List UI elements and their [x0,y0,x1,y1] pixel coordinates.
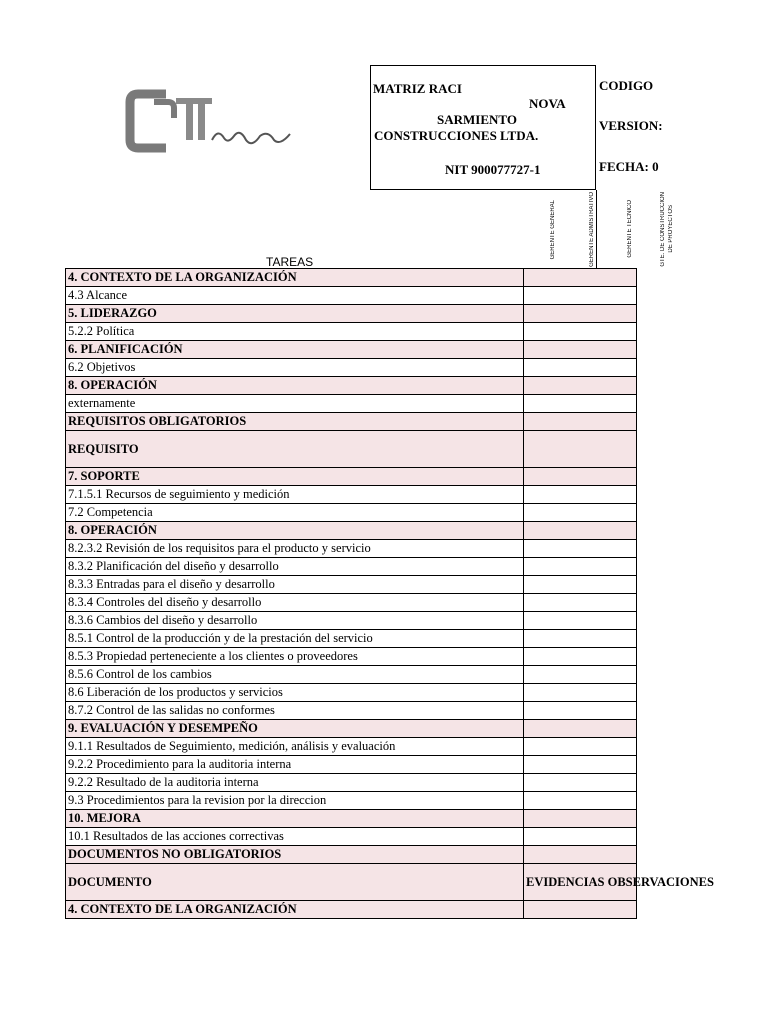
evidence-cell [524,684,637,702]
section-row [66,413,637,431]
task-cell: 4.3 Alcance [66,287,524,305]
table-row [66,630,637,648]
evidence-cell [524,576,637,594]
title-nova: NOVA [529,96,566,111]
task-cell: 6.2 Objetivos [66,359,524,377]
evidence-cell [524,810,637,828]
task-cell: DOCUMENTO [66,864,524,901]
task-cell: 10.1 Resultados de las acciones correctivas [66,828,524,846]
evidence-cell [524,756,637,774]
table-row [66,774,637,792]
table-row [66,702,637,720]
evidence-cell [524,341,637,359]
task-cell: REQUISITO [66,431,524,468]
role-de-proyectos: DE PROYECTOS [668,205,674,253]
evidence-cell [524,413,637,431]
table-row [66,828,637,846]
task-cell: DOCUMENTOS NO OBLIGATORIOS [66,846,524,864]
title-nit: NIT 900077727-1 [445,162,541,177]
table-row [66,486,637,504]
fecha-label: FECHA: 0 [599,159,659,174]
version-label: VERSION: [599,118,663,133]
evidence-cell [524,540,637,558]
task-cell: 8.5.3 Propiedad perteneciente a los clientes o proveedores [66,648,524,666]
task-cell: 8.7.2 Control de las salidas no conformes [66,702,524,720]
table-row [66,540,637,558]
evidence-cell [524,305,637,323]
evidence-cell [524,558,637,576]
task-cell: 8.3.4 Controles del diseño y desarrollo [66,594,524,612]
role-gte-construccion: GTE. DE CONSTRUCCION [660,192,666,267]
table-row [66,612,637,630]
task-cell: 8.5.6 Control de los cambios [66,666,524,684]
evidence-cell [524,702,637,720]
task-cell: 5.2.2 Política [66,323,524,341]
section-row [66,468,637,486]
task-cell: 8.2.3.2 Revisión de los requisitos para el producto y servicio [66,540,524,558]
evidence-header: EVIDENCIAS OBSERVACIONES [526,875,714,889]
raci-table [65,268,714,919]
evidence-cell [524,594,637,612]
tareas-heading: TAREAS [266,255,314,269]
table-row [66,594,637,612]
title-box [370,65,596,190]
evidence-cell [524,666,637,684]
table-row [66,666,637,684]
section-row [66,864,637,901]
table-row [66,756,637,774]
table-row [66,576,637,594]
evidence-cell [524,269,637,287]
task-cell: 4. CONTEXTO DE LA ORGANIZACIÓN [66,901,524,919]
evidence-cell [524,846,637,864]
company-logo [128,88,296,158]
task-cell: 7. SOPORTE [66,468,524,486]
section-row [66,522,637,540]
section-row [66,431,637,468]
table-row [66,395,637,413]
role-gerente-tecnico: GERENTE TECNICO [627,200,633,258]
section-row [66,269,637,287]
task-cell: 4. CONTEXTO DE LA ORGANIZACIÓN [66,269,524,287]
task-cell: 5. LIDERAZGO [66,305,524,323]
evidence-cell [524,828,637,846]
task-cell: 7.1.5.1 Recursos de seguimiento y medición [66,486,524,504]
table-row [66,792,637,810]
section-row [66,846,637,864]
task-cell: 8.3.3 Entradas para el diseño y desarrollo [66,576,524,594]
evidence-cell [524,468,637,486]
role-column-divider [596,190,597,268]
section-row [66,810,637,828]
evidence-cell [524,648,637,666]
task-cell: REQUISITOS OBLIGATORIOS [66,413,524,431]
section-row [66,901,637,919]
task-cell: 8.3.2 Planificación del diseño y desarrollo [66,558,524,576]
evidence-cell [524,431,637,468]
evidence-cell [524,287,637,305]
evidence-cell [524,504,637,522]
table-row [66,648,637,666]
task-cell: 8.5.1 Control de la producción y de la prestación del servicio [66,630,524,648]
task-cell: 9.1.1 Resultados de Seguimiento, medición, análisis y evaluación [66,738,524,756]
section-row [66,720,637,738]
table-row [66,359,637,377]
task-cell: 9.2.2 Procedimiento para la auditoria interna [66,756,524,774]
table-row [66,504,637,522]
task-cell: 7.2 Competencia [66,504,524,522]
task-cell: 9. EVALUACIÓN Y DESEMPEÑO [66,720,524,738]
evidence-cell [524,323,637,341]
evidence-cell [524,630,637,648]
task-cell: 8. OPERACIÓN [66,522,524,540]
table-row [66,287,637,305]
task-cell: 9.2.2 Resultado de la auditoria interna [66,774,524,792]
title-line1: MATRIZ RACI [373,81,462,96]
evidence-cell [524,864,714,901]
evidence-cell [524,395,637,413]
task-cell: 6. PLANIFICACIÓN [66,341,524,359]
title-sarmiento: SARMIENTO [437,112,517,127]
task-cell: 9.3 Procedimientos para la revision por la direccion [66,792,524,810]
role-gerente-administrativo: GERENTE ADMISTRATIVO [589,192,595,267]
title-company: CONSTRUCCIONES LTDA. [374,128,539,143]
table-row [66,323,637,341]
evidence-cell [524,486,637,504]
table-row [66,684,637,702]
section-row [66,341,637,359]
task-cell: 8. OPERACIÓN [66,377,524,395]
table-row [66,558,637,576]
task-cell: externamente [66,395,524,413]
evidence-cell [524,792,637,810]
section-row [66,305,637,323]
evidence-cell [524,720,637,738]
evidence-cell [524,901,637,919]
evidence-cell [524,359,637,377]
evidence-cell [524,522,637,540]
evidence-cell [524,612,637,630]
task-cell: 10. MEJORA [66,810,524,828]
evidence-cell [524,774,637,792]
section-row [66,377,637,395]
table-row [66,738,637,756]
evidence-cell [524,738,637,756]
role-gerente-general: GERENTE GENERAL [550,200,556,260]
task-cell: 8.6 Liberación de los productos y servicios [66,684,524,702]
evidence-cell [524,377,637,395]
codigo-label: CODIGO [599,78,654,93]
task-cell: 8.3.6 Cambios del diseño y desarrollo [66,612,524,630]
